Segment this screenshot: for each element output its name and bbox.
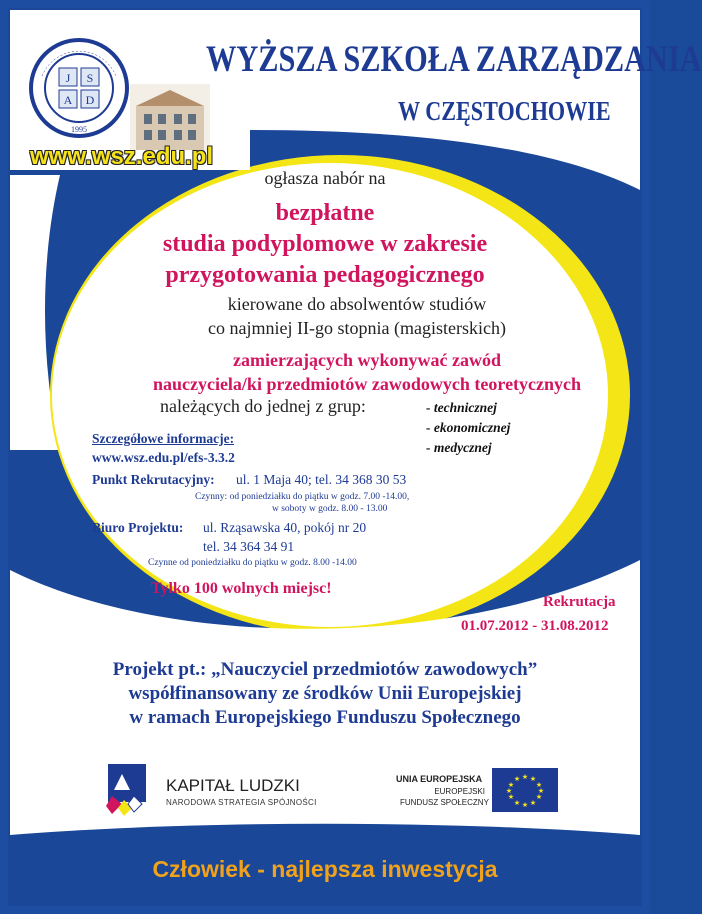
recruitment-hours-1: Czynny: od poniedziałku do piątku w godz. 7.00 -14.00, (195, 492, 410, 502)
svg-text:★: ★ (513, 775, 521, 783)
university-building-image (130, 84, 210, 150)
title-line-2: studia podyplomowe w zakresie (162, 231, 488, 257)
seal-letter-a: A (63, 93, 73, 107)
target-line-1: kierowane do absolwentów studiów (227, 294, 487, 314)
eu-flag-icon (492, 768, 558, 812)
places-notice: Tylko 100 wolnych miejsc! (151, 580, 332, 597)
project-line-2: współfinansowany ze środków Unii Europejskiej (128, 683, 522, 704)
school-name: WYŻSZA SZKOŁA ZARZĄDZANIA (206, 39, 702, 80)
title-line-1: bezpłatne (275, 200, 375, 226)
svg-text:★: ★ (529, 799, 537, 807)
project-block (0, 658, 650, 730)
target-line-2: co najmniej II-go stopnia (magisterskich) (208, 318, 506, 338)
profession-line-2: nauczyciela/ki przedmiotów zawodowych teoretycznych (152, 374, 582, 394)
svg-text:★: ★ (537, 787, 545, 795)
recruitment-hours-2: w soboty w godz. 8.00 - 13.00 (272, 504, 388, 514)
kl-title: KAPITAŁ LUDZKI (166, 776, 300, 795)
intro-text: ogłasza nabór na (264, 168, 386, 188)
group-item: - medycznej (426, 440, 492, 455)
target-block (32, 292, 682, 340)
recruitment-dates: 01.07.2012 - 31.08.2012 (461, 618, 609, 634)
svg-text:★: ★ (505, 787, 513, 795)
kapital-ludzki-logo-icon (102, 760, 152, 822)
project-line-3: w ramach Europejskiego Funduszu Społecznego (129, 707, 521, 728)
recruitment-label: Rekrutacja (543, 594, 616, 610)
office-address: ul. Rząsawska 40, pokój nr 20 (203, 520, 367, 535)
office-label: Biuro Projektu: (92, 520, 184, 535)
seal-year: 1995 (71, 125, 87, 134)
svg-text:★: ★ (513, 799, 521, 807)
profession-line-1: zamierzających wykonywać zawód (233, 350, 501, 370)
recruitment-point-label: Punkt Rekrutacyjny: (92, 472, 215, 487)
project-line-1: Projekt pt.: „Nauczyciel przedmiotów zawodowych” (112, 659, 538, 680)
details-url-link[interactable]: www.wsz.edu.pl/efs-3.3.2 (92, 450, 235, 465)
title-line-3: przygotowania pedagogicznego (165, 262, 485, 288)
school-city: W CZĘSTOCHOWIE (398, 96, 611, 126)
group-text: należących do jednej z grup: (160, 396, 366, 416)
eu-sub2: FUNDUSZ SPOŁECZNY (400, 798, 489, 807)
seal-letter-d: D (85, 93, 95, 107)
website-link[interactable]: www.wsz.edu.pl (30, 143, 214, 170)
kl-subtitle: NARODOWA STRATEGIA SPÓJNOŚCI (166, 798, 317, 807)
svg-text:★: ★ (521, 773, 529, 781)
eu-title: UNIA EUROPEJSKA (396, 774, 483, 784)
title-block (0, 198, 650, 291)
svg-text:★: ★ (507, 793, 515, 801)
svg-text:★: ★ (535, 781, 543, 789)
eu-sub1: EUROPEJSKI (434, 787, 485, 796)
groups-list (426, 398, 510, 458)
footer-slogan: Człowiek - najlepsza inwestycja (152, 856, 498, 882)
office-phone: tel. 34 364 34 91 (203, 539, 295, 554)
svg-text:★: ★ (529, 775, 537, 783)
profession-block (42, 348, 692, 396)
details-label: Szczegółowe informacje: (92, 431, 235, 446)
seal-letter-s: S (86, 71, 94, 85)
seal-letter-j: J (65, 71, 71, 85)
group-item: - ekonomicznej (426, 420, 511, 435)
svg-text:★: ★ (521, 801, 529, 809)
recruitment-point-address: ul. 1 Maja 40; tel. 34 368 30 53 (236, 472, 407, 487)
svg-text:★: ★ (507, 781, 515, 789)
university-seal-logo (24, 36, 144, 146)
office-hours: Czynne od poniedziałku do piątku w godz. 8.00 -14.00 (148, 558, 357, 568)
group-item: - technicznej (426, 400, 497, 415)
svg-text:★: ★ (535, 793, 543, 801)
